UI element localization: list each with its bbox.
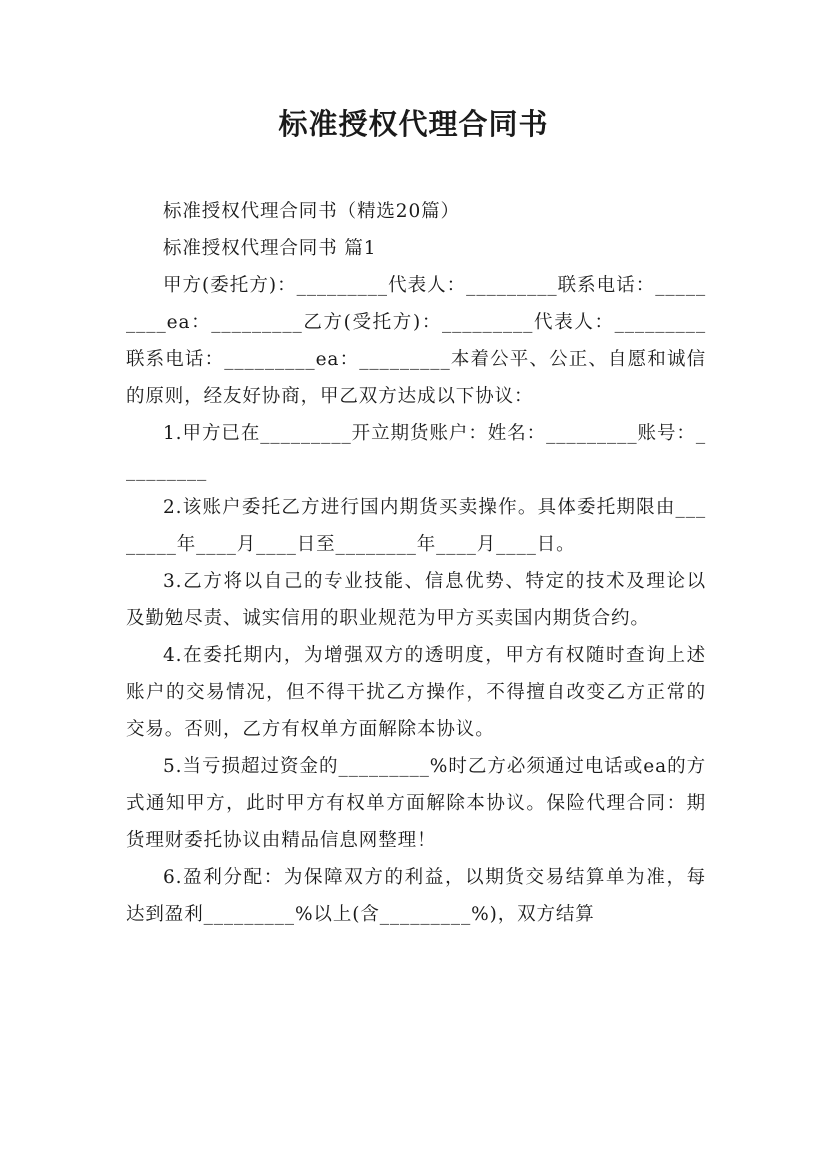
paragraph-subtitle: 标准授权代理合同书（精选20篇） <box>163 201 460 222</box>
paragraph-section-heading: 标准授权代理合同书 篇1 <box>163 238 377 259</box>
paragraph-clause-1: 1.甲方已在_________开立期货账户：姓名：_________账号：_________ <box>126 423 706 481</box>
paragraph-clause-2: 2.该账户委托乙方进行国内期货买卖操作。具体委托期限由________年____月____日至________年____月____日。 <box>126 497 706 555</box>
paragraph-parties: 甲方(委托方)：_________代表人：_________联系电话：_________ea：_________乙方(受托方)：_________代表人：_________联系电话：_________ea：_________本着公平、公正、自愿和诚信的原则，经友好协商，甲乙双方达成以下协议： <box>126 275 706 407</box>
paragraph-clause-4: 4.在委托期内，为增强双方的透明度，甲方有权随时查询上述账户的交易情况，但不得干扰乙方操作，不得擅自改变乙方正常的交易。否则，乙方有权单方面解除本协议。 <box>126 645 706 740</box>
document-body <box>126 193 706 933</box>
paragraph-clause-3: 3.乙方将以自己的专业技能、信息优势、特定的技术及理论以及勤勉尽责、诚实信用的职业规范为甲方买卖国内期货合约。 <box>126 571 706 629</box>
paragraph-clause-6: 6.盈利分配：为保障双方的利益，以期货交易结算单为准，每达到盈利_________%以上(含_________%)，双方结算 <box>126 867 706 925</box>
document-title: 标准授权代理合同书 <box>278 107 549 141</box>
paragraph-clause-5: 5.当亏损超过资金的_________%时乙方必须通过电话或ea的方式通知甲方，此时甲方有权单方面解除本协议。保险代理合同：期货理财委托协议由精品信息网整理！ <box>126 756 706 851</box>
